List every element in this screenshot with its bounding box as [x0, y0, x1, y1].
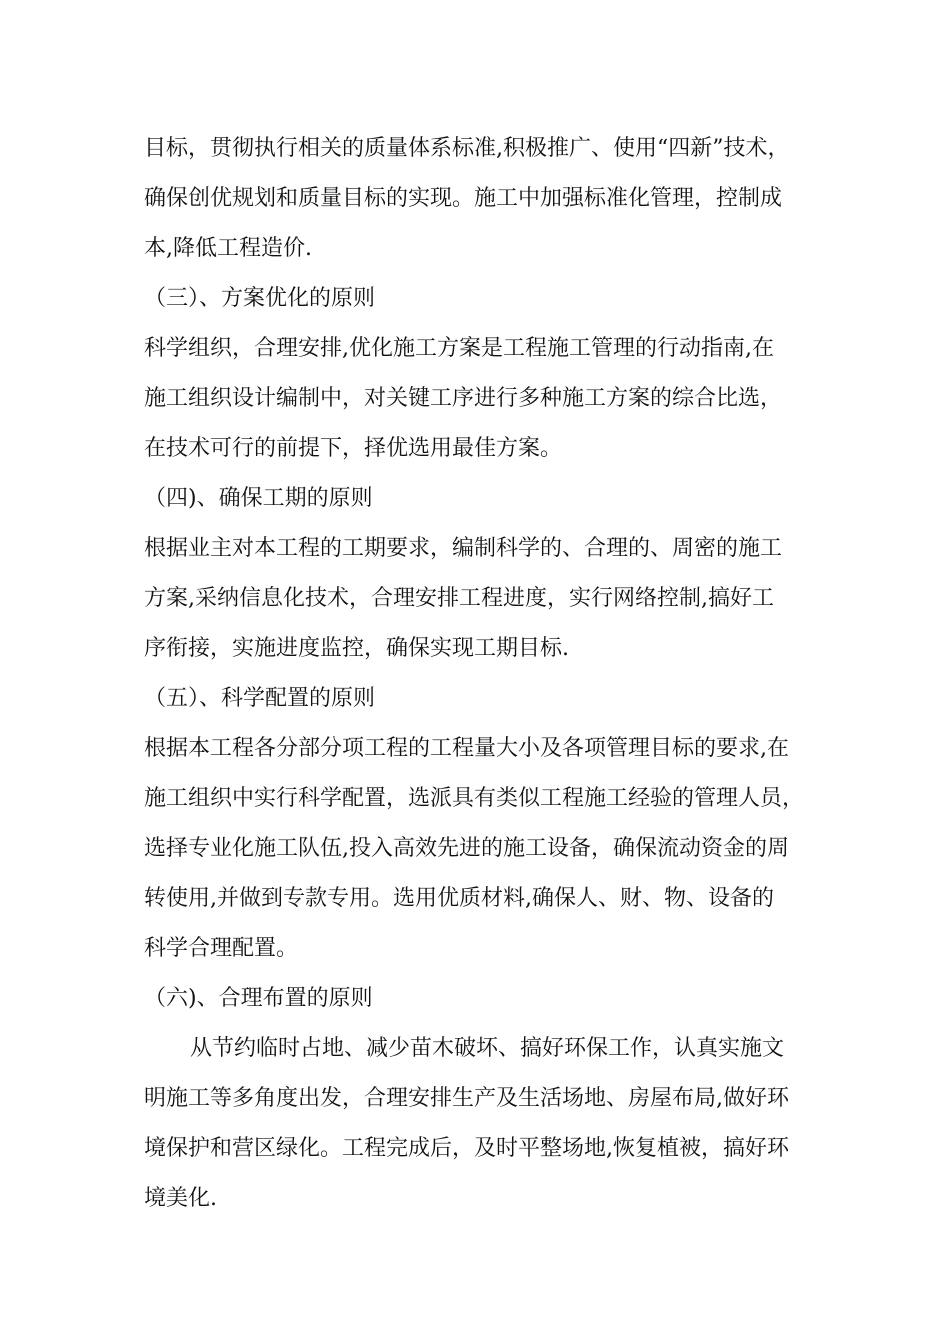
paragraph-line: 科学组织，合理安排,优化施工方案是工程施工管理的行动指南,在: [144, 336, 774, 361]
section-heading: （六)、合理布置的原则: [144, 986, 373, 1011]
section-heading: （四)、确保工期的原则: [144, 486, 373, 511]
paragraph-line: 施工组织设计编制中，对关键工序进行多种施工方案的综合比选，: [144, 386, 783, 411]
paragraph-line: 转使用,并做到专款专用。选用优质材料,确保人、财、物、设备的: [144, 886, 774, 911]
paragraph-line: 施工组织中实行科学配置，选派具有类似工程施工经验的管理人员，: [144, 786, 805, 811]
paragraph-line: 从节约临时占地、减少苗木破坏、搞好环保工作，认真实施文: [190, 1036, 785, 1061]
paragraph-line: 根据本工程各分部分项工程的工程量大小及各项管理目标的要求,在: [144, 736, 789, 761]
paragraph-line: 方案,采纳信息化技术，合理安排工程进度，实行网络控制,搞好工: [144, 586, 774, 611]
paragraph-line: 科学合理配置。: [144, 936, 299, 961]
paragraph-line: 本,降低工程造价.: [144, 236, 312, 261]
section-heading: （五）、科学配置的原则: [144, 686, 376, 711]
paragraph-line: 确保创优规划和质量目标的实现。施工中加强标准化管理，控制成: [144, 186, 783, 211]
paragraph-line: 明施工等多角度出发，合理安排生产及生活场地、房屋布局,做好环: [144, 1086, 789, 1111]
paragraph-line: 境美化.: [144, 1186, 217, 1211]
paragraph-line: 根据业主对本工程的工期要求，编制科学的、合理的、周密的施工: [144, 536, 783, 561]
paragraph-line: 在技术可行的前提下，择优选用最佳方案。: [144, 436, 563, 461]
section-heading: （三）、方案优化的原则: [144, 286, 376, 311]
paragraph-line: 目标，贯彻执行相关的质量体系标准,积极推广、使用“四新”技术，: [144, 136, 790, 161]
paragraph-line: 序衔接，实施进度监控，确保实现工期目标.: [144, 636, 569, 661]
paragraph-line: 境保护和营区绿化。工程完成后，及时平整场地,恢复植被，搞好环: [144, 1136, 789, 1161]
paragraph-line: 选择专业化施工队伍,投入高效先进的施工设备，确保流动资金的周: [144, 836, 789, 861]
